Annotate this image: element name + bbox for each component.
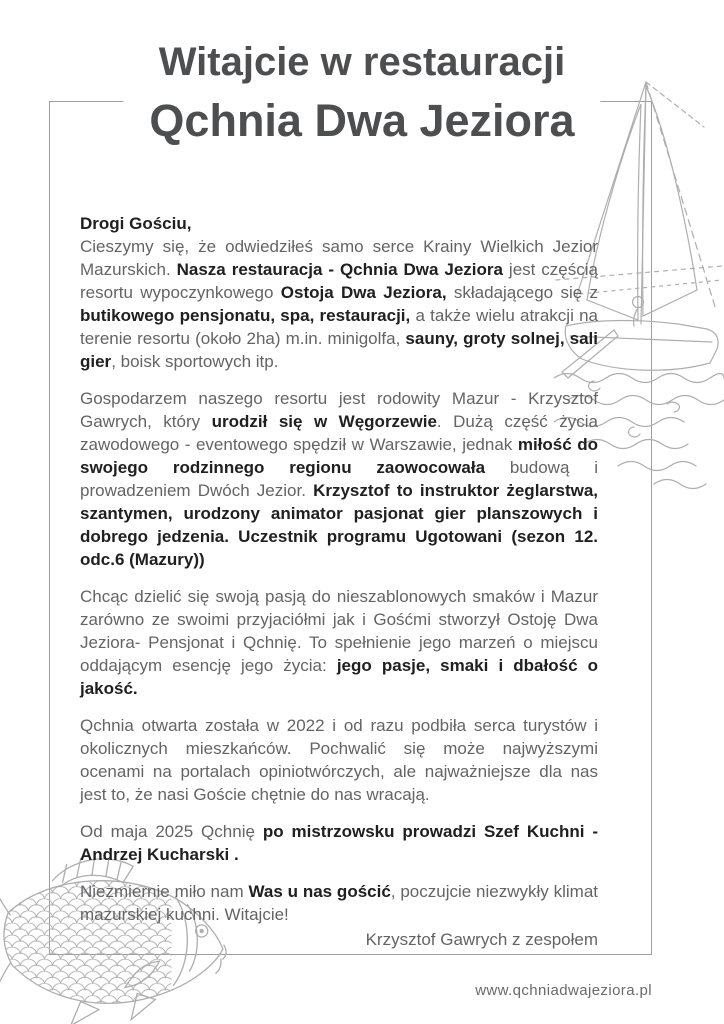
text-run: Niezmiernie miło nam bbox=[80, 882, 249, 901]
bold-text-run: Ostoja Dwa Jeziora, bbox=[280, 283, 447, 302]
bold-text-run: Nasza restauracja - Qchnia Dwa Jeziora bbox=[176, 260, 503, 279]
paragraphs-container bbox=[80, 235, 598, 926]
bold-text-run: urodził się w Węgorzewie bbox=[211, 412, 437, 431]
bold-text-run: sauny, groty solnej, sali gier bbox=[80, 329, 598, 371]
footer bbox=[475, 982, 652, 999]
title-line-2: Qchnia Dwa Jeziora bbox=[149, 95, 575, 146]
paragraph bbox=[80, 880, 598, 926]
paragraph bbox=[80, 387, 598, 571]
text-run: , boisk sportowych itp. bbox=[111, 352, 279, 371]
title-line-1: Witajcie w restauracji bbox=[158, 40, 566, 84]
bold-text-run: jego pasje, smaki i dbałość o jakość. bbox=[80, 656, 599, 698]
bold-text-run: butikowego pensjonatu, spa, restauracji, bbox=[80, 306, 411, 325]
text-run: a także wielu atrakcji na terenie resortu (około 2ha) m.in. minigolfa, bbox=[80, 306, 598, 348]
letter-body bbox=[80, 212, 598, 951]
text-run: jest częścią resortu wypoczynkowego bbox=[80, 260, 598, 302]
website-url: www.qchniadwajeziora.pl bbox=[475, 982, 652, 999]
page-title bbox=[123, 34, 600, 152]
text-run: budową i prowadzeniem Dwóch Jezior. bbox=[80, 458, 598, 500]
text-run: Gospodarzem naszego resortu jest rodowity Mazur - Krzysztof Gawrych, który bbox=[80, 389, 598, 431]
paragraph bbox=[80, 585, 598, 700]
paragraph bbox=[80, 820, 598, 866]
bold-text-run: Krzysztof to instruktor żeglarstwa, szantymen, urodzony animator pasjonat gier planszowych i dobrego jedzenia. Uczestnik programu Ugotowani (sezon 12. odc.6 (Mazury)) bbox=[80, 481, 599, 569]
signature: Krzysztof Gawrych z zespołem bbox=[365, 930, 598, 949]
text-run: Cieszymy się, że odwiedziłeś samo serce Krainy Wielkich Jezior Mazurskich. bbox=[80, 237, 598, 279]
text-run: składającego się z bbox=[446, 283, 598, 302]
salutation: Drogi Gościu, bbox=[80, 214, 192, 233]
bold-text-run: Was u nas gościć bbox=[248, 882, 391, 901]
paragraph bbox=[80, 714, 598, 806]
text-run: . Dużą część życia zawodowego - eventowego spędził w Warszawie, jednak bbox=[80, 412, 598, 454]
bold-text-run: miłość do swojego rodzinnego regionu zaowocowała bbox=[80, 435, 598, 477]
text-run: Od maja 2025 Qchnię bbox=[80, 822, 263, 841]
text-run: Chcąc dzielić się swoją pasją do nieszablonowych smaków i Mazur zarówno ze swoimi przyjaciółmi jak i Gośćmi stworzył Ostoję Dwa Jeziora- Pensjonat i Qchnię. To spełnienie jego marzeń o miejscu oddającym esencję jego życia: bbox=[80, 587, 598, 675]
bold-text-run: po mistrzowsku prowadzi Szef Kuchni - Andrzej Kucharski . bbox=[80, 822, 599, 864]
text-run: , poczujcie niezwykły klimat mazurskiej kuchni. Witajcie! bbox=[80, 882, 598, 924]
text-run: Qchnia otwarta została w 2022 i od razu podbiła serca turystów i okolicznych mieszkańców. Pochwalić się może najwyższymi ocenami na portalach opiniotwórczych, ale najważniejsze dla nas jest to, że nasi Goście chętnie do nas wracają. bbox=[80, 716, 598, 804]
paragraph bbox=[80, 235, 598, 373]
